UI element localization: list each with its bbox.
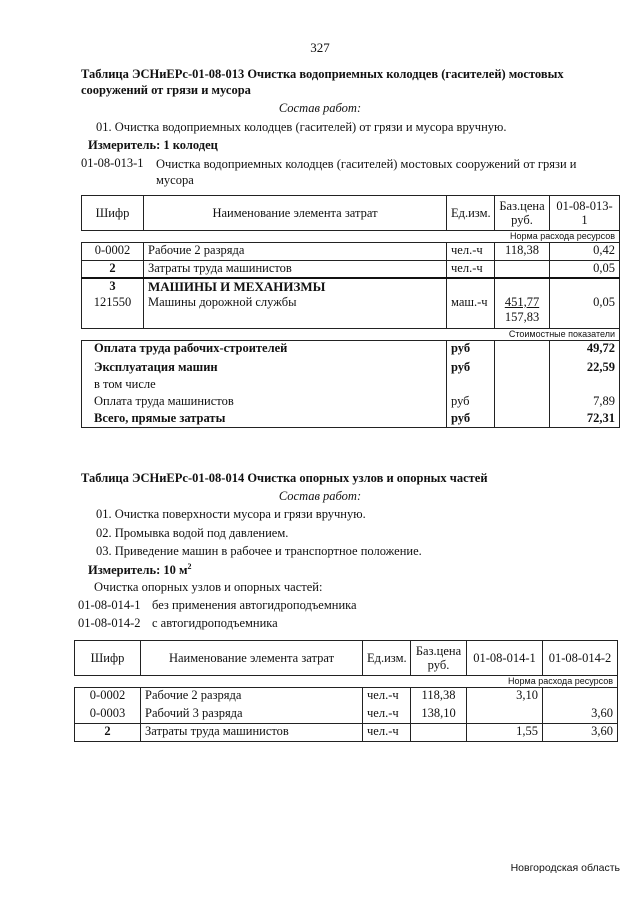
page-number: 327: [310, 40, 330, 55]
price-lower: 157,83: [504, 309, 540, 324]
table2-norm-row: [75, 676, 618, 688]
row-name: Рабочие 2 разряда: [141, 688, 363, 706]
row-code: 0-0002: [75, 688, 141, 706]
table2-work-item: 01. Очистка поверхности мусора и грязи вручную.: [96, 507, 366, 521]
cost-unit: руб: [447, 394, 495, 411]
norm-label: Норма расхода ресурсов: [75, 676, 618, 688]
row-price: [495, 295, 550, 329]
row-code: 0-0003: [75, 706, 141, 724]
row-unit: чел.-ч: [363, 688, 411, 706]
table1-item-text: Очистка водоприемных колодцев (гасителей) мостовых сооружений от грязи и мусора: [156, 157, 577, 187]
cost-unit: руб: [447, 411, 495, 428]
cost-unit: руб: [447, 360, 495, 377]
row-value-1: [467, 706, 543, 724]
row-unit: чел.-ч: [363, 706, 411, 724]
header-price: Баз.цена руб.: [495, 196, 550, 231]
row-name: Затраты труда машинистов: [144, 261, 447, 278]
table2-item-text: без применения автогидроподъемника: [152, 598, 357, 612]
row-code: 2: [75, 724, 141, 742]
table1-cost-label-row: [82, 329, 620, 341]
row-price: [495, 261, 550, 278]
cost-name: Оплата труда машинистов: [82, 394, 447, 411]
cost-value: 49,72: [550, 341, 620, 360]
table2-group-text: Очистка опорных узлов и опорных частей:: [94, 580, 323, 594]
table2-item-text: с автогидроподъемника: [152, 616, 278, 630]
row-value-2: 3,60: [543, 706, 618, 724]
table1-meter: Измеритель: 1 колодец: [88, 138, 218, 152]
cost-name: Эксплуатация машин: [82, 360, 447, 377]
row-name: Рабочие 2 разряда: [144, 243, 447, 261]
table2-meter: Измеритель: 10 $м^2$: [88, 562, 192, 578]
cost-name: в том числе: [82, 377, 447, 394]
table-row: [75, 724, 618, 742]
cost-unit: руб: [447, 341, 495, 360]
table2: [74, 640, 618, 742]
section-row: [82, 278, 620, 295]
cost-value: 72,31: [550, 411, 620, 428]
row-value: 0,05: [550, 295, 620, 329]
row-unit: чел.-ч: [447, 243, 495, 261]
price-upper: 451,77: [504, 294, 540, 309]
header-col1: 01-08-013-1: [550, 196, 620, 231]
cost-row: [82, 411, 620, 428]
cost-label: Стоимостные показатели: [82, 329, 620, 341]
table1-work-item: 01. Очистка водоприемных колодцев (гасителей) от грязи и мусора вручную.: [96, 120, 507, 134]
row-value-2: [543, 688, 618, 706]
header-unit: Ед.изм.: [447, 196, 495, 231]
row-code: 2: [82, 261, 144, 278]
row-unit: маш.-ч: [447, 295, 495, 329]
row-price: [411, 724, 467, 742]
table2-work-item: 03. Приведение машин в рабочее и транспортное положение.: [96, 544, 422, 558]
table1-work-heading: Состав работ:: [278, 101, 362, 115]
footer-region: Новгородская область: [510, 862, 620, 874]
table2-title: Таблица ЭСНиЕРс-01-08-014 Очистка опорных узлов и опорных частей: [81, 471, 488, 485]
table2-work-heading: Состав работ:: [278, 489, 362, 503]
table-row: [82, 243, 620, 261]
cost-name: Всего, прямые затраты: [82, 411, 447, 428]
row-value-1: 1,55: [467, 724, 543, 742]
row-value-1: 3,10: [467, 688, 543, 706]
header-col1: 01-08-014-1: [467, 641, 543, 676]
table2-item-code: 01-08-014-2: [78, 616, 141, 630]
cost-name: Оплата труда рабочих-строителей: [82, 341, 447, 360]
header-unit: Ед.изм.: [363, 641, 411, 676]
row-code: 0-0002: [82, 243, 144, 261]
table2-item-code: 01-08-014-1: [78, 598, 141, 612]
row-unit: чел.-ч: [363, 724, 411, 742]
table1-title: Таблица ЭСНиЕРс-01-08-013 Очистка водоприемных колодцев (гасителей) мостовых сооружений от грязи и мусора: [81, 67, 564, 97]
cost-row: [82, 341, 620, 360]
row-name: Машины дорожной службы: [144, 295, 447, 329]
header-name: Наименование элемента затрат: [141, 641, 363, 676]
header-code: Шифр: [75, 641, 141, 676]
table-row: [75, 688, 618, 706]
header-price: Баз.цена руб.: [411, 641, 467, 676]
row-name: Затраты труда машинистов: [141, 724, 363, 742]
cost-value: 7,89: [550, 394, 620, 411]
row-unit: чел.-ч: [447, 261, 495, 278]
row-price: 138,10: [411, 706, 467, 724]
cost-value: 22,59: [550, 360, 620, 377]
row-value: 0,42: [550, 243, 620, 261]
header-col2: 01-08-014-2: [543, 641, 618, 676]
table1: [81, 195, 620, 428]
table-row: [82, 295, 620, 329]
header-code: Шифр: [82, 196, 144, 231]
cost-row: [82, 377, 620, 394]
row-value: 0,05: [550, 261, 620, 278]
row-code: 121550: [82, 295, 144, 329]
table2-header-row: [75, 641, 618, 676]
section-code: 3: [82, 278, 144, 295]
table1-item-code: 01-08-013-1: [81, 156, 144, 170]
table2-work-item: 02. Промывка водой под давлением.: [96, 526, 289, 540]
row-price: 118,38: [411, 688, 467, 706]
table-row: [75, 706, 618, 724]
section-title: МАШИНЫ И МЕХАНИЗМЫ: [144, 278, 447, 295]
norm-label: Норма расхода ресурсов: [82, 231, 620, 243]
cost-row: [82, 360, 620, 377]
row-price: 118,38: [495, 243, 550, 261]
table1-header-row: [82, 196, 620, 231]
table1-norm-row: [82, 231, 620, 243]
header-name: Наименование элемента затрат: [144, 196, 447, 231]
cost-row: [82, 394, 620, 411]
row-name: Рабочий 3 разряда: [141, 706, 363, 724]
table-row: [82, 261, 620, 278]
row-value-2: 3,60: [543, 724, 618, 742]
